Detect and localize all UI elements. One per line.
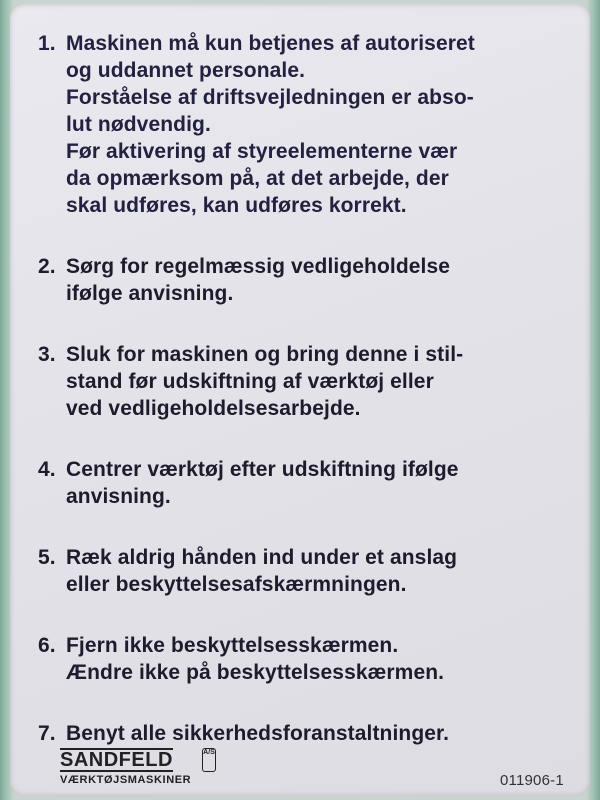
safety-rule-1 bbox=[38, 30, 586, 219]
rule-number: 5. bbox=[38, 546, 56, 569]
rule-number: 3. bbox=[38, 343, 56, 366]
brand-suffix: A/S bbox=[202, 748, 216, 772]
rule-text bbox=[66, 30, 586, 219]
rule-line: lut nødvendig. bbox=[66, 113, 211, 136]
rule-line: skal udføres, kan udføres korrekt. bbox=[66, 194, 407, 217]
rule-text bbox=[66, 544, 586, 598]
safety-rules-list bbox=[38, 30, 586, 781]
rule-line: Fjern ikke beskyttelsesskærmen. bbox=[66, 634, 399, 657]
brand-name: SANDFELD bbox=[60, 749, 173, 771]
rule-line: Sluk for maskinen og bring denne i stil- bbox=[66, 343, 464, 366]
rule-number: 2. bbox=[38, 255, 56, 278]
rule-text bbox=[66, 456, 586, 510]
safety-rule-7 bbox=[38, 720, 586, 747]
rule-text bbox=[66, 341, 586, 422]
safety-sign-plate bbox=[10, 4, 590, 796]
rule-text bbox=[66, 632, 586, 686]
rule-line: stand før udskiftning af værktøj eller bbox=[66, 370, 434, 393]
rule-line: Ræk aldrig hånden ind under et anslag bbox=[66, 546, 458, 569]
rule-line: Forståelse af driftsvejledningen er abso- bbox=[66, 86, 474, 109]
rule-line: ved vedligeholdelsesarbejde. bbox=[66, 397, 361, 420]
rule-line: anvisning. bbox=[66, 485, 171, 508]
rule-number: 6. bbox=[38, 634, 56, 657]
rule-number: 7. bbox=[38, 722, 56, 745]
sandfeld-logo bbox=[56, 746, 266, 790]
rule-line: Benyt alle sikkerhedsforanstaltninger. bbox=[66, 722, 450, 745]
rule-text bbox=[66, 720, 586, 747]
rule-line: da opmærksom på, at det arbejde, der bbox=[66, 167, 449, 190]
rule-line: ifølge anvisning. bbox=[66, 282, 234, 305]
rule-line: Centrer værktøj efter udskiftning ifølge bbox=[66, 458, 459, 481]
safety-rule-2 bbox=[38, 253, 586, 307]
safety-rule-6 bbox=[38, 632, 586, 686]
rule-number: 4. bbox=[38, 458, 56, 481]
rule-number: 1. bbox=[38, 32, 56, 55]
rule-line: Maskinen må kun betjenes af autoriseret bbox=[66, 32, 475, 55]
safety-rule-5 bbox=[38, 544, 586, 598]
rule-line: og uddannet personale. bbox=[66, 59, 306, 82]
rule-line: Sørg for regelmæssig vedligeholdelse bbox=[66, 255, 451, 278]
safety-rule-3 bbox=[38, 341, 586, 422]
brand-tagline: VÆRKTØJSMASKINER bbox=[60, 774, 192, 786]
rule-line: eller beskyttelsesafskærmningen. bbox=[66, 573, 407, 596]
rule-line: Før aktivering af styreelementerne vær bbox=[66, 140, 458, 163]
safety-rule-4 bbox=[38, 456, 586, 510]
part-code: 011906-1 bbox=[500, 772, 564, 789]
rule-line: Ændre ikke på beskyttelsesskærmen. bbox=[66, 661, 445, 684]
rule-text bbox=[66, 253, 586, 307]
